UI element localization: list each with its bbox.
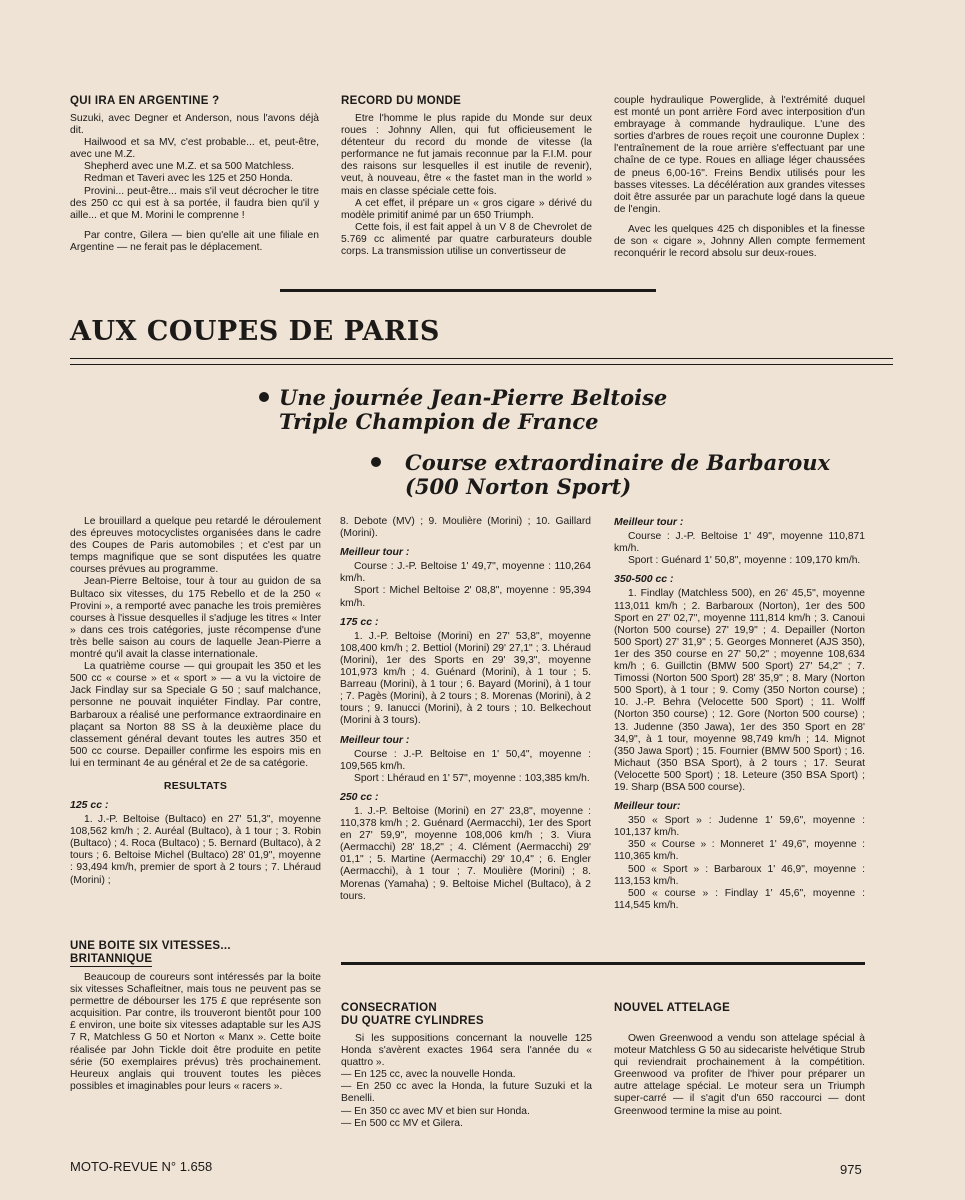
best-lap-line: 350 « Course » : Monneret 1' 49,6", moyenne : 110,365 km/h. — [614, 839, 865, 863]
results-175: 1. J.-P. Beltoise (Morini) en 27' 53,8", moyenne 108,400 km/h ; 2. Bettiol (Morini) 29' 27,1" ; 3. Lhéraud (Morini), 1er des Sports en 29' 39,3", moyenne 101,973 km/h ; 4. Guénard (Morini), à 1 tour ; 5. Barreau (Morini), à 1 tour ; 6. Bayard (Morini), à 1 tour ; 7. Pagès (Morini), à 2 tours ; 8. Morenas (Morini), à 2 tours ; 9. Ianucci (Morini), à 2 tours ; 10. Belkechout (Morini à 3 tours). — [340, 630, 591, 727]
best-lap-line: Course : J.-P. Beltoise en 1' 50,4", moyenne : 109,565 km/h. — [340, 748, 591, 772]
results-250: 1. J.-P. Beltoise (Morini) en 27' 23,8", moyenne : 110,378 km/h ; 2. Guénard (Aermacchi), 1er des Sport en 27' 59,9", moyenne 108,006 km/h ; 3. Viura (Aermacchi) 28' 18,2" ; 4. Clément (Aermacchi) 29' 01,1" ; 5. Martine (Aermacchi) 29' 10,4" ; 6. Engler (Aermacchi), à 1 tour ; 7. Moulière (Morini) ; 8. Morenas (Yamaha) ; 9. Beltoise Michel (Bultaco), à 2 tours. — [340, 805, 591, 902]
paragraph: — En 350 cc avec MV et bien sur Honda. — [341, 1105, 530, 1117]
attelage-body — [614, 1033, 865, 1118]
best-lap-label: Meilleur tour: — [614, 800, 681, 813]
headline-line: Une journée Jean-Pierre Beltoise — [279, 385, 668, 410]
headline-line: Course extraordinaire de Barbaroux — [405, 450, 831, 475]
category-125-label: 125 cc : — [70, 798, 109, 811]
title-rule-2 — [70, 364, 893, 365]
consecration-body — [341, 1033, 592, 1130]
paragraph: Cette fois, il est fait appel à un V 8 de Chevrolet de 5.769 cc alimenté par quatre carburateurs double corps. La transmission utilise un convertisseur de — [341, 221, 592, 258]
heading-record: RECORD DU MONDE — [341, 95, 462, 107]
best-lap-label: Meilleur tour : — [614, 516, 684, 528]
article-consecration — [341, 1002, 592, 1130]
divider-top — [280, 289, 656, 292]
results-350-500: 1. Findlay (Matchless 500), en 26' 45,5", moyenne 113,011 km/h ; 2. Barbaroux (Norton), 1er des 500 Sport en 27' 02,7", moyenne 111,814 km/h ; 3. Canoui (Norton 500 course) 27' 19,9" ; 4. Depailler (Norton 500 Sport) 27' 31,9" ; 5. Georges Monneret (AJS 350), 1er des 350 course en 27' 50,2" ; moyenne 108,634 km/h ; 6. Guillctin (BMW 500 Sport) 27' 54,2" ; 7. Timossi (Norton 500 Sport) 28' 35,9" ; 8. Mary (Norton 500 Sport), à 1 tour ; 9. Comy (350 Norton course) ; 10. J.-P. Behra (Velocette 500 Sport) ; 11. Wolff (Norton 350 course) ; 12. Gore (Norton 500 course) ; 13. Judenne (350 Jawa), 1er des 350 Sport en 28' 34,9", à 1 tour, moyenne 98,749 km/h ; 14. Mignot (350 Jawa Sport) ; 15. Fournier (BMW 500 Sport) ; 16. Michaut (350 BSA Sport), à 2 tours ; 17. Seurat (Velocette 500 Sport) ; 18. Leteure (350 BSA Sport) ; 19. Sharp (BSA 500 course). — [614, 588, 865, 793]
feature-col-3 — [614, 516, 865, 912]
category-350-500-label: 350-500 cc : — [614, 573, 674, 586]
category-250-label: 250 cc : — [340, 790, 379, 803]
paragraph: Par contre, Gilera — bien qu'elle ait une filiale en Argentine — ne ferait pas le déplacement. — [70, 229, 319, 253]
heading-line: UNE BOITE SIX VITESSES... — [70, 940, 231, 952]
headline-line: Triple Champion de France — [279, 409, 599, 434]
paragraph: Si les suppositions concernant la nouvelle 125 Honda s'avèrent exactes 1964 sera l'année du « quattro ». — [341, 1033, 592, 1069]
best-lap-line: Course : J.-P. Beltoise 1' 49,7", moyenne : 110,264 km/h. — [340, 561, 591, 585]
best-lap-line: 500 « Sport » : Barbaroux 1' 46,9", moyenne : 113,153 km/h. — [614, 863, 865, 887]
paragraph: A cet effet, il prépare un « gros cigare » dérivé du modèle primitif animé par un 650 Triumph. — [341, 197, 592, 221]
paragraph: Provini... peut-être... mais s'il veut décrocher le titre des 250 cc qui est à sa portée, il faudra bien qu'il y aille... et que M. Morini le comprenne ! — [70, 185, 319, 221]
paragraph: couple hydraulique Powerglide, à l'extrémité duquel est monté un pont arrière Ford avec interposition d'un embrayage à commande hydraulique. L'une des sorties d'arbres de roues reçoit une couronne Duplex : l'entraînement de la roue arrière s'effectuant par une chaîne de ce type. Roues en alliage léger chaussées de pneus 6,00-16". Freins Bendix utilisés pour les basses vitesses. La décélération aux grandes vitesses doit être assurée par un parachute logé dans la queue de l'engin. — [614, 95, 865, 215]
paragraph: — En 500 cc MV et Gilera. — [341, 1117, 463, 1129]
best-lap-line: 350 « Sport » : Judenne 1' 59,6", moyenne : 101,137 km/h. — [614, 815, 865, 839]
paragraph: Le brouillard a quelque peu retardé le déroulement des épreuves motocyclistes organisées dans le cadre des Coupes de Paris automobiles ; et c'est par un temps magnifique que se sont disputées les quatre courses prévues au programme. — [70, 516, 321, 576]
bullet-icon — [259, 392, 269, 402]
best-lap-line: Sport : Michel Beltoise 2' 08,8", moyenne : 95,394 km/h. — [340, 585, 591, 609]
feature-title: AUX COUPES DE PARIS — [70, 316, 440, 347]
bullet-icon — [371, 457, 381, 467]
heading-line: BRITANNIQUE — [70, 953, 153, 965]
paragraph: La quatrième course — qui groupait les 350 et les 500 cc « course » et « sport » — a vu la victoire de Jack Findlay sur sa Speciale G 50 ; sauf malchance, personne ne pouvait inquiéter Findlay. Par contre, Barbaroux a réalisé une performance extraordinaire en plaçant sa Norton 88 SS à la deuxième place du classement général devant toutes les autres 350 et 500 cc course. Depailler confirme les espoirs mis en lui en terminant 4e au général et 2e de sa catégorie. — [70, 661, 321, 769]
best-lap-line: Sport : Lhéraud en 1' 57", moyenne : 103,385 km/h. — [354, 772, 590, 784]
heading-line: DU QUATRE CYLINDRES — [341, 1015, 484, 1027]
paragraph: Redman et Taveri avec les 125 et 250 Honda. — [84, 173, 293, 185]
article-record — [341, 95, 592, 258]
heading-line: CONSECRATION — [341, 1002, 438, 1014]
heading-consecration — [341, 1002, 592, 1028]
headline-line: (500 Norton Sport) — [405, 474, 632, 499]
headline-beltoise — [279, 386, 667, 434]
article-argentine — [70, 95, 319, 254]
article-boite — [70, 940, 321, 1093]
article-record-cont — [614, 95, 865, 260]
publication-footer: MOTO-REVUE N° 1.658 — [70, 1159, 213, 1174]
paragraph: Hailwood et sa MV, c'est probable... et, peut-être, avec une M.Z. — [70, 137, 319, 161]
paragraph: Suzuki, avec Degner et Anderson, nous l'avons déjà dit. — [70, 113, 319, 137]
page-number: 975 — [840, 1162, 862, 1177]
feature-col-2 — [340, 516, 591, 903]
record-body — [341, 113, 592, 258]
heading-boite — [70, 940, 321, 967]
heading-attelage: NOUVEL ATTELAGE — [614, 1002, 731, 1014]
best-lap-label: Meilleur tour : — [340, 733, 410, 746]
paragraph: Avec les quelques 425 ch disponibles et la finesse de son « cigare », Johnny Allen compte fermement reconquérir le record absolu sur deux-roues. — [614, 223, 865, 260]
results-125-cont: 8. Debote (MV) ; 9. Moulière (Morini) ; 10. Gaillard (Morini). — [340, 516, 591, 540]
feature-col-1 — [70, 516, 321, 887]
headline-barbaroux — [405, 451, 830, 499]
paragraph: Shepherd avec une M.Z. et sa 500 Matchless. — [84, 161, 295, 173]
paragraph: Jean-Pierre Beltoise, tour à tour au guidon de sa Bultaco six vitesses, du 175 Rebello et de la 250 « Provini », a remporté avec panache les trois premières courses à l'issue desquelles il s'adjuge les titres « Inter » dans ces trois catégories, juste récompense d'une très belle saison au cours de laquelle Jean-Pierre a montré qu'il avait la classe internationale. — [70, 576, 321, 661]
results-125: 1. J.-P. Beltoise (Bultaco) en 27' 51,3", moyenne 108,562 km/h ; 2. Auréal (Bultaco), à 1 tour ; 3. Robin (Bultaco) ; 4. Roca (Bultaco) ; 5. Bernard (Bultaco), à 2 tours ; 6. Beltoise Michel (Bultaco) 28' 01,9", moyenne : 93,494 km/h, premier de sport à 2 tours ; 7. Lhéraud (Morini) ; — [70, 814, 321, 886]
best-lap-line: 500 « course » : Findlay 1' 45,6", moyenne : 114,545 km/h. — [614, 887, 865, 911]
best-lap-label: Meilleur tour : — [340, 546, 410, 559]
boite-body — [70, 972, 321, 1093]
paragraph: Etre l'homme le plus rapide du Monde sur deux roues : Johnny Allen, qui fut officieusement le détenteur du record du monde de vitesse (la performance ne fut jamais reconnue par la F.I.M. pour des raisons sur lesquelles il est inutile de revenir), veut, à nouveau, être « the fastet man in the world » mais en classe spéciale cette fois. — [341, 113, 592, 197]
argentine-body — [70, 113, 319, 254]
record-cont-body — [614, 95, 865, 260]
title-rule-1 — [70, 358, 893, 359]
results-heading: RESULTATS — [163, 779, 228, 792]
best-lap-line: Course : J.-P. Beltoise 1' 49", moyenne 110,871 km/h. — [614, 531, 865, 555]
paragraph: Beaucoup de coureurs sont intéressés par la boite six vitesses Schafleitner, mais tous ne peuvent pas se permettre de débourser les 175 £ que représente son acquisition. Par contre, ils trouveront bientôt pour 100 £ environ, une boite six vitesses adaptable sur les AJS 7 R, Matchless G 50 et Norton « Manx ». Cette boite réalisée par John Tickle doit être produite en petite série (50 exemplaires prévus) très prochainement. Heureux anglais qui trouvent toutes les pièces possibles et imaginables pour leurs « racers ». — [70, 972, 321, 1092]
category-175-label: 175 cc : — [340, 615, 379, 628]
heading-argentine: QUI IRA EN ARGENTINE ? — [70, 95, 220, 107]
best-lap-line: Sport : Guénard 1' 50,8", moyenne : 109,170 km/h. — [628, 555, 861, 567]
article-attelage — [614, 1002, 865, 1118]
divider-bottom — [341, 962, 865, 965]
paragraph: Owen Greenwood a vendu son attelage spécial à moteur Matchless G 50 au sidecariste helvétique Strub qui reviendrait prochainement à la compétition. Greenwood va profiter de l'hiver pour préparer un autre attelage spécial. Le moteur sera un Triumph super-carré — il s'agit d'un 650 raccourci — dont Greenwood termine la mise au point. — [614, 1033, 865, 1117]
paragraph: — En 125 cc, avec la nouvelle Honda. — [341, 1069, 516, 1081]
paragraph: — En 250 cc avec la Honda, la future Suzuki et la Benelli. — [341, 1081, 592, 1105]
